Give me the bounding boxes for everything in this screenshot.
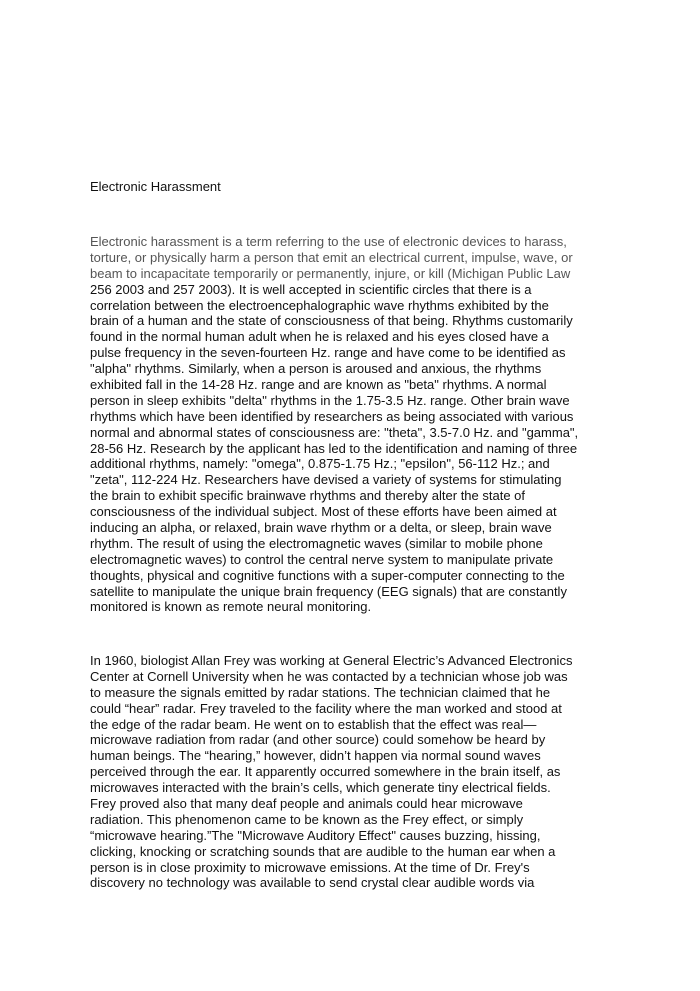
text-line: microwaves interacted with the brain’s cells, which generate tiny electrical fields. [90, 780, 551, 796]
text-line: monitored is known as remote neural monitoring. [90, 599, 372, 615]
text-line: In 1960, biologist Allan Frey was working at General Electric’s Advanced Electronics [90, 653, 573, 668]
text-line: the brain to exhibit specific brainwave rhythms and thereby alter the state of [90, 488, 526, 504]
text-line: person in sleep exhibits "delta" rhythms in the 1.75-3.5 Hz. range. Other brain wave [90, 392, 570, 408]
text-line: 256 2003 and 257 2003). It is well accepted in scientific circles that there is a [90, 281, 532, 297]
text-line: electromagnetic waves) to control the central nerve system to manipulate private [90, 551, 554, 567]
paragraph-2 [90, 653, 620, 891]
text-line: perceived through the ear. It apparently occurred somewhere in the brain itself, as [90, 764, 561, 780]
text-line: consciousness of the individual subject. Most of these efforts have been aimed at [90, 504, 557, 520]
text-line: discovery no technology was available to send crystal clear audible words via [90, 875, 535, 891]
text-line: “microwave hearing.”The "Microwave Auditory Effect" causes buzzing, hissing, [90, 827, 541, 843]
text-line: normal and abnormal states of consciousness are: "theta", 3.5-7.0 Hz. and "gamma", [90, 424, 579, 440]
text-line: thoughts, physical and cognitive functions with a super-computer connecting to the [90, 567, 565, 583]
text-line: exhibited fall in the 14-28 Hz. range and are known as "beta" rhythms. A normal [90, 377, 547, 393]
text-line: radiation. This phenomenon came to be known as the Frey effect, or simply [90, 811, 524, 827]
text-line: rhythms which have been identified by researchers as being associated with various [90, 408, 574, 424]
text-line: correlation between the electroencephalographic wave rhythms exhibited by the [90, 297, 549, 313]
text-line: could “hear” radar. Frey traveled to the facility where the man worked and stood at [90, 700, 562, 716]
text-line: pulse frequency in the seven-fourteen Hz. range and have come to be identified as [90, 345, 566, 361]
text-line: human beings. The “hearing,” however, didn’t happen via normal sound waves [90, 748, 541, 764]
text-line: Frey proved also that many deaf people and animals could hear microwave [90, 796, 523, 812]
text-line: found in the normal human adult when he is relaxed and his eyes closed have a [90, 329, 549, 345]
text-line: 28-56 Hz. Research by the applicant has led to the identification and naming of three [90, 440, 578, 456]
text-line: Center at Cornell University when he was contacted by a technician whose job was [90, 668, 568, 684]
text-line: rhythm. The result of using the electromagnetic waves (similar to mobile phone [90, 535, 543, 551]
text-line: inducing an alpha, or relaxed, brain wave rhythm or a delta, or sleep, brain wave [90, 520, 552, 536]
text-line: to measure the signals emitted by radar stations. The technician claimed that he [90, 684, 551, 700]
text-line: microwave radiation from radar (and other source) could somehow be heard by [90, 732, 546, 748]
text-line: the edge of the radar beam. He went on to establish that the effect was real— [90, 716, 537, 732]
text-line: torture, or physically harm a person that emit an electrical current, impulse, wave, or [90, 249, 573, 265]
text-line: brain of a human and the state of consciousness of that being. Rhythms customarily [90, 313, 573, 329]
text-line: "zeta", 112-224 Hz. Researchers have devised a variety of systems for stimulating [90, 472, 562, 488]
text-line: "alpha" rhythms. Similarly, when a person is aroused and anxious, the rhythms [90, 361, 542, 377]
document-title: Electronic Harassment [90, 179, 221, 194]
text-line: Electronic harassment is a term referring to the use of electronic devices to harass, [90, 234, 567, 249]
text-line: person is in close proximity to microwave emissions. At the time of Dr. Frey's [90, 859, 530, 875]
text-line: satellite to manipulate the unique brain frequency (EEG signals) that are constantly [90, 583, 567, 599]
paragraph-1 [90, 234, 620, 615]
text-line: additional rhythms, namely: "omega", 0.875-1.75 Hz.; "epsilon", 56-112 Hz.; and [90, 456, 550, 472]
text-line: clicking, knocking or scratching sounds that are audible to the human ear when a [90, 843, 556, 859]
text-line: beam to incapacitate temporarily or permanently, injure, or kill (Michigan Public Law [90, 265, 571, 281]
